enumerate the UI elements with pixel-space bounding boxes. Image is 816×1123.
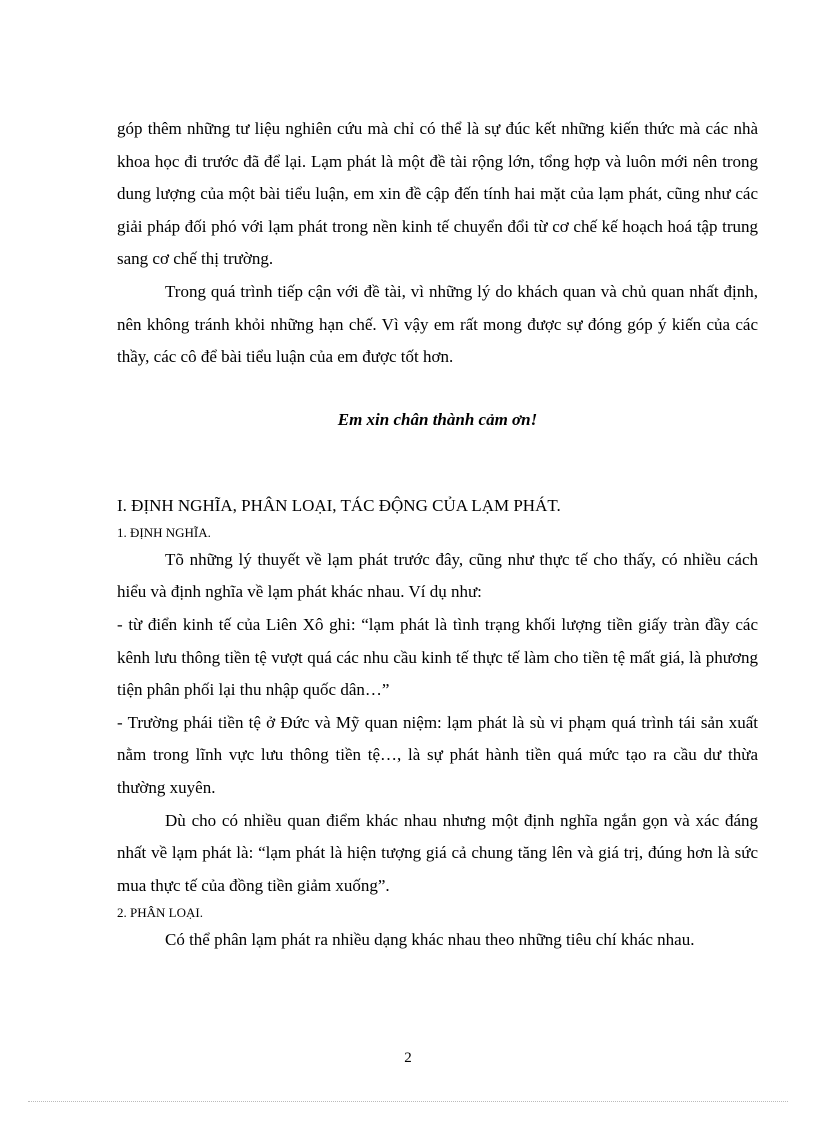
intro-paragraph: Trong quá trình tiếp cận với đề tài, vì những lý do khách quan và chủ quan nhất định, nên không tránh khỏi những hạn chế. Vì vậy em rất mong được sự đóng góp ý kiến của các thầy, các cô để bài tiểu luận của em được tốt hơn. (117, 281, 758, 367)
classification-paragraph: Có thể phân lạm phát ra nhiều dạng khác nhau theo những tiêu chí khác nhau. (165, 930, 695, 950)
closing-thanks: Em xin chân thành cảm ơn! (337, 409, 538, 429)
definition-paragraph: Tõ những lý thuyết về lạm phát trước đây, cũng như thực tế cho thấy, có nhiều cách hiểu và định nghĩa về lạm phát khác nhau. Ví dụ như: (117, 549, 758, 602)
subsection-heading-classification: 2. PHÂN LOẠI. (117, 905, 203, 921)
definition-paragraph: - Trường phái tiền tệ ở Đức và Mỹ quan niệm: lạm phát là sù vi phạm quá trình tái sản xuất nằm trong lĩnh vực lưu thông tiền tệ…, là sự phát hành tiền quá mức tạo ra cầu dư thừa thường xuyên. (117, 712, 758, 797)
definition-paragraph: Dù cho có nhiều quan điểm khác nhau nhưng một định nghĩa ngắn gọn và xác đáng nhất về lạm phát là: “lạm phát là hiện tượng giá cả chung tăng lên và giá trị, đúng hơn là sức mua thực tế của đồng tiền giảm xuống”. (117, 810, 758, 895)
section-heading: I. ĐỊNH NGHĨA, PHÂN LOẠI, TÁC ĐỘNG CỦA LẠM PHÁT. (117, 495, 561, 515)
footer-divider (28, 1101, 788, 1102)
subsection-heading-definition: 1. ĐỊNH NGHĨA. (117, 524, 211, 540)
definition-paragraph: - từ điển kinh tế của Liên Xô ghi: “lạm phát là tình trạng khối lượng tiền giấy tràn đầy các kênh lưu thông tiền tệ vượt quá các nhu cầu kinh tế thực tế làm cho tiền tệ mất giá, là phương tiện phân phối lại thu nhập quốc dân…” (117, 614, 758, 700)
page-body (117, 113, 758, 957)
intro-paragraph: góp thêm những tư liệu nghiên cứu mà chỉ có thể là sự đúc kết những kiến thức mà các nhà khoa học đi trước đã để lại. Lạm phát là một đề tài rộng lớn, tổng hợp và luôn mới nên trong dung lượng của một bài tiểu luận, em xin đề cập đến tính hai mặt của lạm phát, cũng như các giải pháp đối phó với lạm phát trong nền kinh tế chuyển đổi từ cơ chế kế hoạch hoá tập trung sang cơ chế thị trường. (117, 119, 758, 269)
page-number: 2 (404, 1050, 412, 1066)
